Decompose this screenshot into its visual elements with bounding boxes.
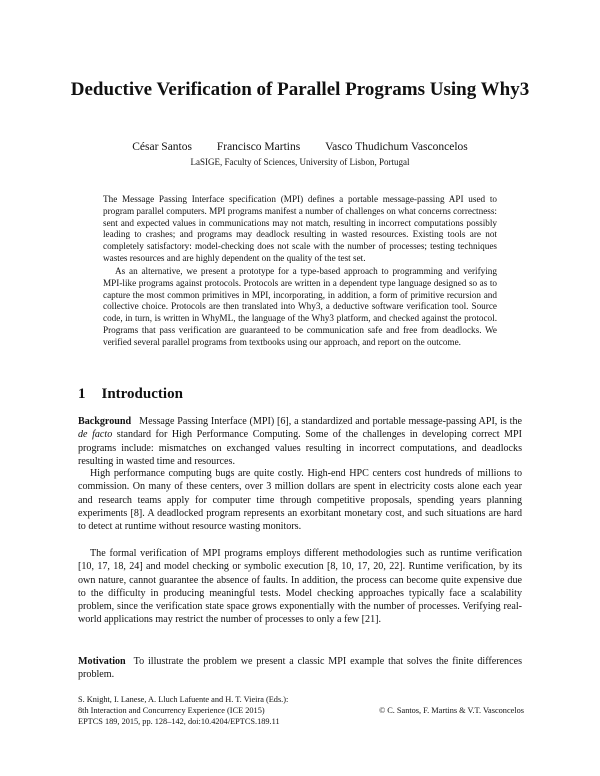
- footer-editors: S. Knight, I. Lanese, A. Lluch Lafuente and H. T. Vieira (Eds.):: [78, 695, 289, 704]
- body-paragraph-3: The formal verification of MPI programs employs different methodologies such as runtime verification [10, 17, 18, 24] and model checking or symbolic execution [8, 10, 17, 20, 22]. Runtime verification, by its own nature, cannot guarantee the absence of faults. In addition, the process can become quite expensive due to the difficulty in producing meaningful tests. Model checking approaches typically face a scalability problem, since the verification state space grows exponentially with the number of processes. Verifying real-world applications may restrict the number of processes to only a few [21].: [78, 548, 522, 626]
- affiliation: LaSIGE, Faculty of Sciences, University of Lisbon, Portugal: [190, 157, 410, 167]
- runin-heading-background: Background: [78, 416, 132, 427]
- body-paragraph-background: [78, 415, 522, 468]
- section-number: 1: [78, 386, 86, 402]
- body-paragraph-2: High performance computing bugs are quite costly. High-end HPC centers cost hundreds of millions to commission. On many of these centers, over 3 million dollars are spent in electricity costs alone each year and research teams apply for computer time through competitive proposals, spending years planning experiments [8]. A deadlocked program represents an exorbitant monetary cost, and such situations are hard to detect at runtime without resource wasting monitors.: [78, 468, 522, 533]
- section-title: Introduction: [101, 386, 183, 402]
- author-1: César Santos: [132, 141, 192, 153]
- abstract-paragraph-1: The Message Passing Interface specification (MPI) defines a portable message-passing API used to program parallel computers. MPI programs manifest a number of challenges on what concerns correctness: sent and expected values in communications may not match, resulting in incorrect computations possibly leading to crashes; and programs may deadlock resulting in wasted resources. Existing tools are not completely satisfactory: model-checking does not scale with the number of processes; testing techniques wastes resources and are highly dependent on the quality of the test set.: [103, 194, 497, 263]
- footer-copyright: [348, 705, 524, 716]
- background-emphasis: de facto: [78, 429, 113, 441]
- footer-eptcs: EPTCS 189, 2015, pp. 128–142, doi:10.4204/EPTCS.189.11: [78, 717, 280, 727]
- abstract-paragraph-2: As an alternative, we present a prototype for a type-based approach to programming and verifying MPI-like programs against protocols. Protocols are written in a dependent type language designed so as to capture the most common primitives in MPI, incorporating, in addition, a form of primitive recursion and collective choice. Protocols are then translated into Why3, a deductive software verification tool. Source code, in turn, is written in WhyML, the language of the Why3 platform, and checked against the protocol. Programs that pass verification are guaranteed to be communication safe and free from deadlocks. We verified several parallel programs from textbooks using our approach, and report on the outcome.: [103, 266, 497, 347]
- copyright-icon: ©: [379, 706, 386, 716]
- runin-heading-motivation: Motivation: [78, 656, 126, 667]
- author-2: Francisco Martins: [216, 141, 301, 153]
- author-3: Vasco Thudichum Vasconcelos: [325, 141, 468, 153]
- section-heading: [78, 386, 183, 403]
- footer-citation: [78, 694, 348, 728]
- background-text-b: standard for High Performance Computing. Some of the challenges in developing correct MPI programs include: mismatches on exchanged values resulting in incorrect computations, and deadlocks resulting in wasted time and resources.: [78, 429, 523, 467]
- paper-title: Deductive Verification of Parallel Programs Using Why3: [70, 79, 530, 100]
- copyright-holders: C. Santos, F. Martins & V.T. Vasconcelos: [387, 706, 524, 716]
- body-paragraph-motivation: [78, 655, 522, 682]
- author-list: [60, 141, 540, 153]
- motivation-text: To illustrate the problem we present a classic MPI example that solves the finite differences problem.: [78, 656, 522, 681]
- background-text-a: Message Passing Interface (MPI) [6], a standardized and portable message-passing API, is the: [139, 416, 522, 427]
- footer-venue: 8th Interaction and Concurrency Experience (ICE 2015): [78, 706, 265, 716]
